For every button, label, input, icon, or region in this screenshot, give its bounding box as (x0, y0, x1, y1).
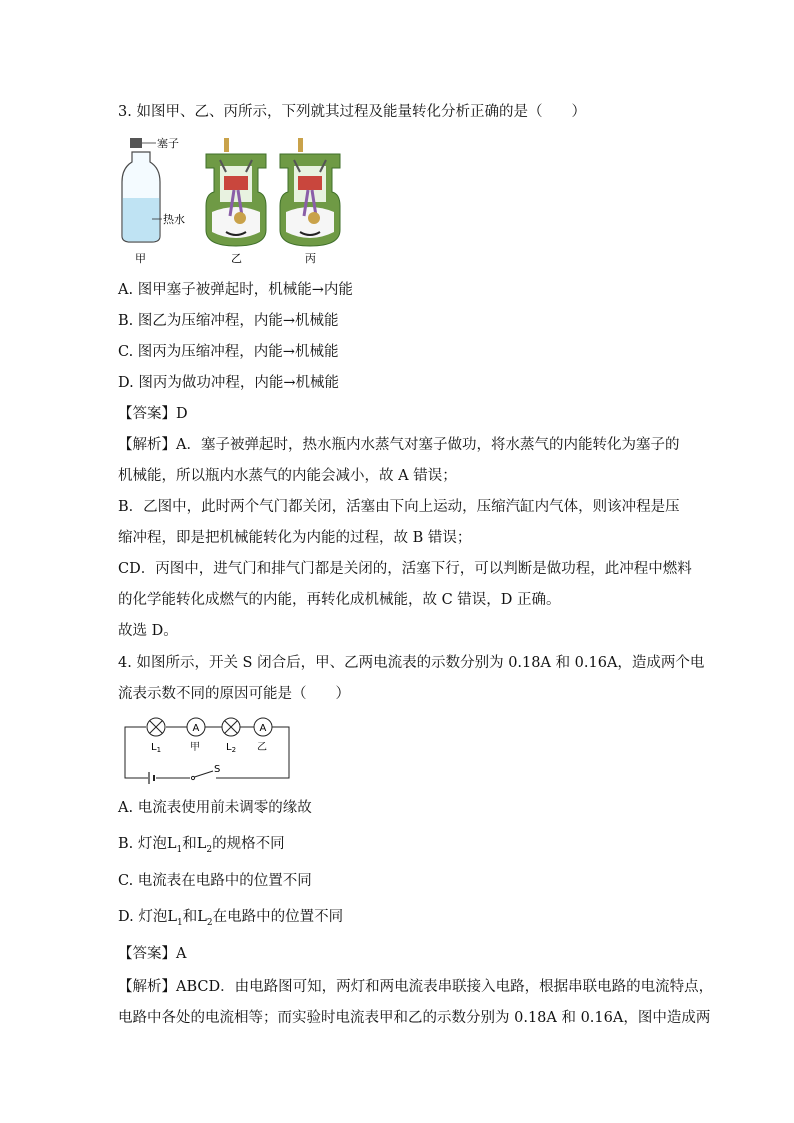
battery-symbol (148, 770, 156, 784)
figure-label-bing: 丙 (305, 252, 316, 265)
q3-analysis-line: 的化学能转化成燃气的内能，再转化成机械能，故 C 错误，D 正确。 (118, 592, 561, 608)
q4-circuit-diagram (118, 712, 298, 784)
lamp-l1-sub: 1 (156, 746, 162, 754)
svg-text:L1 (151, 742, 161, 754)
q3-option-d: D. 图丙为做功冲程，内能→机械能 (118, 375, 339, 391)
q3-analysis-line: 机械能，所以瓶内水蒸气的内能会减小，故 A 错误； (118, 468, 457, 484)
svg-text:L2 (226, 742, 236, 754)
q4-option-a: A. 电流表使用前未调零的缘故 (118, 800, 312, 816)
q3-analysis-line: B．乙图中，此时两个气门都关闭，活塞由下向上运动，压缩汽缸内气体，则该冲程是压 (118, 499, 680, 515)
q3-option-c: C. 图丙为压缩冲程，内能→机械能 (118, 344, 339, 360)
figure-label-yi: 乙 (231, 252, 242, 265)
q4-option-c: C. 电流表在电路中的位置不同 (118, 873, 312, 889)
q3-figure (118, 132, 348, 268)
q4-option-d-s1: 1 (176, 917, 183, 928)
q4-option-d-mid: 和 (182, 909, 198, 925)
q4-option-b-l2: L (196, 836, 207, 852)
lamp-l2-sub: 2 (231, 746, 237, 754)
figure-label-jia: 甲 (135, 252, 146, 265)
q4-option-b-post: 的规格不同 (212, 836, 285, 852)
q4-stem-line1: 4. 如图所示，开关 S 闭合后，甲、乙两电流表的示数分别为 0.18A 和 0.16A，造成两个电 (118, 655, 705, 671)
q3-option-b: B. 图乙为压缩冲程，内能→机械能 (118, 313, 339, 329)
q4-option-d-s2: 2 (206, 917, 213, 928)
q3-analysis-line: CD．丙图中，进气门和排气门都是关闭的，活塞下行，可以判断是做功程，此冲程中燃料 (118, 561, 692, 577)
q4-option-b-pre: B. 灯泡 (118, 836, 167, 852)
q3-analysis-line: 故选 D。 (118, 623, 178, 639)
ammeter-jia-symbol: A (192, 723, 200, 734)
engine-bing-figure (280, 138, 340, 265)
q4-analysis-line: 【解析】ABCD．由电路图可知，两灯和两电流表串联接入电路，根据串联电路的电流特点， (118, 979, 714, 995)
q4-option-d-post: 在电路中的位置不同 (212, 909, 344, 925)
switch-label: S (214, 764, 221, 775)
q4-option-b-s2: 2 (206, 844, 213, 855)
ammeter-yi (254, 718, 272, 753)
ammeter-yi-label: 乙 (257, 742, 267, 753)
q3-option-a: A. 图甲塞子被弹起时，机械能→内能 (118, 282, 353, 298)
lamp-l2-label: L (226, 742, 232, 753)
q3-stem: 3. 如图甲、乙、丙所示，下列就其过程及能量转化分析正确的是（ ） (118, 104, 586, 120)
stopper-label: 塞子 (157, 137, 179, 150)
hot-water-label: 热水 (163, 213, 185, 226)
q4-analysis-line: 电路中各处的电流相等；而实验时电流表甲和乙的示数分别为 0.18A 和 0.16A，图中造成两 (118, 1010, 711, 1026)
q4-option-d (118, 907, 343, 933)
engine-yi-figure (206, 138, 266, 265)
lamp-l1-label: L (151, 742, 157, 753)
ammeter-jia (187, 718, 205, 753)
q4-answer: 【答案】A (118, 946, 187, 962)
q4-option-b-mid: 和 (182, 836, 197, 852)
q3-answer: 【答案】D (118, 406, 188, 422)
q4-option-d-l1: L (167, 909, 177, 925)
q3-analysis-line: 【解析】A．塞子被弹起时，热水瓶内水蒸气对塞子做功，将水蒸气的内能转化为塞子的 (118, 437, 680, 453)
q3-analysis-line: 缩冲程，即是把机械能转化为内能的过程，故 B 错误； (118, 530, 472, 546)
q4-option-b (118, 834, 285, 860)
q4-stem-line2: 流表示数不同的原因可能是（ ） (118, 686, 350, 702)
bottle-figure (122, 136, 185, 265)
lamp-l1 (147, 718, 165, 754)
ammeter-yi-symbol: A (259, 723, 267, 734)
switch-s (190, 764, 220, 780)
q4-option-b-s1: 1 (176, 844, 183, 855)
lamp-l2 (222, 718, 240, 754)
ammeter-jia-label: 甲 (190, 742, 200, 753)
q4-option-d-pre: D. 灯泡 (118, 909, 168, 925)
q4-option-d-l2: L (197, 909, 207, 925)
q4-option-b-l1: L (166, 836, 177, 852)
